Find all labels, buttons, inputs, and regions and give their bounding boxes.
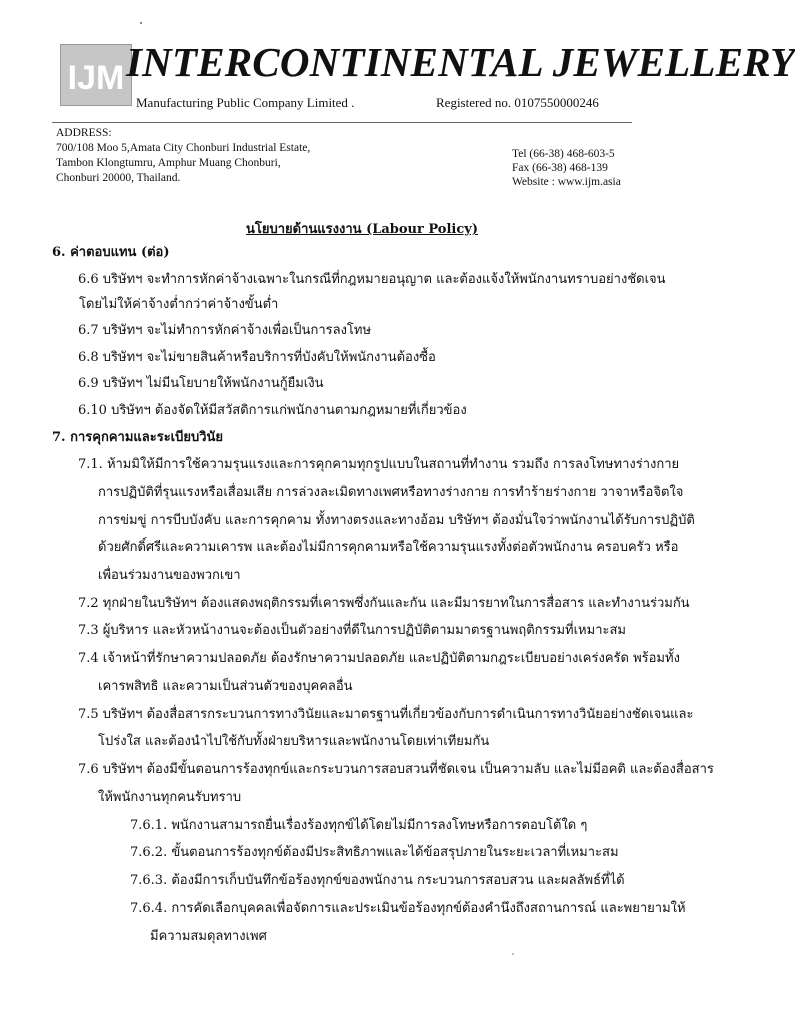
address-block [56, 126, 310, 186]
scan-speck [512, 953, 514, 955]
logo-text: IJM [67, 59, 125, 97]
policy-line: 6.10 บริษัทฯ ต้องจัดให้มีสวัสดิการแก่พนักงานตามกฎหมายที่เกี่ยวข้อง [78, 403, 467, 418]
company-subtitle: Manufacturing Public Company Limited . [136, 95, 355, 110]
scan-speck [140, 22, 142, 24]
policy-line: เพื่อนร่วมงานของพวกเขา [98, 568, 241, 583]
policy-line: 7.5 บริษัทฯ ต้องสื่อสารกระบวนการทางวินัยและมาตรฐานที่เกี่ยวข้องกับการดำเนินการทางวินัยอย่างชัดเจนและ [78, 707, 694, 722]
policy-line: เคารพสิทธิ และความเป็นส่วนตัวของบุคคลอื่น [98, 679, 353, 694]
fax: Fax (66-38) 468-139 [512, 162, 608, 174]
document-title: นโยบายด้านแรงงาน (Labour Policy) [246, 222, 478, 237]
policy-line: มีความสมดุลทางเพศ [150, 929, 267, 944]
policy-line: 7.6.1. พนักงานสามารถยื่นเรื่องร้องทุกข์ได้โดยไม่มีการลงโทษหรือการตอบโต้ใด ๆ [130, 818, 588, 833]
section-heading: 6. ค่าตอบแทน (ต่อ) [52, 245, 170, 260]
policy-line: ให้พนักงานทุกคนรับทราบ [98, 790, 242, 805]
policy-line: ด้วยศักดิ์ศรีและความเคารพ และต้องไม่มีการคุกคามหรือใช้ความรุนแรงทั้งต่อตัวพนักงาน ครอบครัว หรือ [98, 540, 679, 555]
telephone: Tel (66-38) 468-603-5 [512, 148, 615, 160]
registration-number: Registered no. 0107550000246 [436, 95, 599, 110]
policy-line: 7.2 ทุกฝ่ายในบริษัทฯ ต้องแสดงพฤติกรรมที่เคารพซึ่งกันและกัน และมีมารยาทในการสื่อสาร และทำงานร่วมกัน [78, 596, 690, 611]
company-name: INTERCONTINENTAL JEWELLERY [126, 39, 795, 85]
address-line: 700/108 Moo 5,Amata City Chonburi Industrial Estate, [56, 142, 311, 154]
policy-line: การปฏิบัติที่รุนแรงหรือเสื่อมเสีย การล่วงละเมิดทางเพศหรือทางร่างกาย การทำร้ายร่างกาย วาจาหรือจิตใจ [98, 485, 684, 500]
header-divider [52, 122, 632, 123]
contact-block [512, 147, 621, 189]
section-heading: 7. การคุกคามและระเบียบวินัย [52, 430, 224, 445]
website: Website : www.ijm.asia [512, 176, 621, 188]
policy-line: 7.3 ผู้บริหาร และหัวหน้างานจะต้องเป็นตัวอย่างที่ดีในการปฏิบัติตามมาตรฐานพฤติกรรมที่เหมาะสม [78, 623, 626, 638]
policy-line: 7.1. ห้ามมิให้มีการใช้ความรุนแรงและการคุกคามทุกรูปแบบในสถานที่ทำงาน รวมถึง การลงโทษทางร่างกาย [78, 457, 680, 472]
policy-line: โปร่งใส และต้องนำไปใช้กับทั้งฝ่ายบริหารและพนักงานโดยเท่าเทียมกัน [98, 734, 490, 749]
ijm-logo-icon [61, 45, 131, 105]
policy-line: 6.6 บริษัทฯ จะทำการหักค่าจ้างเฉพาะในกรณีที่กฎหมายอนุญาต และต้องแจ้งให้พนักงานทราบอย่างชัดเจน [78, 272, 666, 287]
policy-line: 7.6.4. การคัดเลือกบุคคลเพื่อจัดการและประเมินข้อร้องทุกข์ต้องคำนึงถึงสถานการณ์ และพยายามให้ [130, 901, 686, 916]
policy-line: 7.4 เจ้าหน้าที่รักษาความปลอดภัย ต้องรักษาความปลอดภัย และปฏิบัติตามกฎระเบียบอย่างเคร่งครัด พร้อมทั้ง [78, 651, 680, 666]
policy-line: 6.9 บริษัทฯ ไม่มีนโยบายให้พนักงานกู้ยืมเงิน [78, 376, 324, 391]
policy-line: 7.6.2. ขั้นตอนการร้องทุกข์ต้องมีประสิทธิภาพและได้ข้อสรุปภายในระยะเวลาที่เหมาะสม [130, 845, 619, 860]
address-label: ADDRESS: [56, 127, 112, 139]
policy-line: 6.7 บริษัทฯ จะไม่ทำการหักค่าจ้างเพื่อเป็นการลงโทษ [78, 323, 372, 338]
policy-line: 7.6.3. ต้องมีการเก็บบันทึกข้อร้องทุกข์ของพนักงาน กระบวนการสอบสวน และผลลัพธ์ที่ได้ [130, 873, 625, 888]
policy-line: 6.8 บริษัทฯ จะไม่ขายสินค้าหรือบริการที่บังคับให้พนักงานต้องซื้อ [78, 350, 436, 365]
address-line: Chonburi 20000, Thailand. [56, 172, 181, 184]
policy-line: การข่มขู่ การบีบบังคับ และการคุกคาม ทั้งทางตรงและทางอ้อม บริษัทฯ ต้องมั่นใจว่าพนักงานได้รับการปฏิบัติ [98, 513, 695, 528]
company-logo [60, 44, 132, 106]
address-line: Tambon Klongtumru, Amphur Muang Chonburi, [56, 157, 281, 169]
policy-line: 7.6 บริษัทฯ ต้องมีขั้นตอนการร้องทุกข์และกระบวนการสอบสวนที่ชัดเจน เป็นความลับ และไม่มีอคติ และต้องสื่อสาร [78, 762, 714, 777]
policy-line: โดยไม่ให้ค่าจ้างต่ำกว่าค่าจ้างขั้นต่ำ [79, 297, 279, 312]
